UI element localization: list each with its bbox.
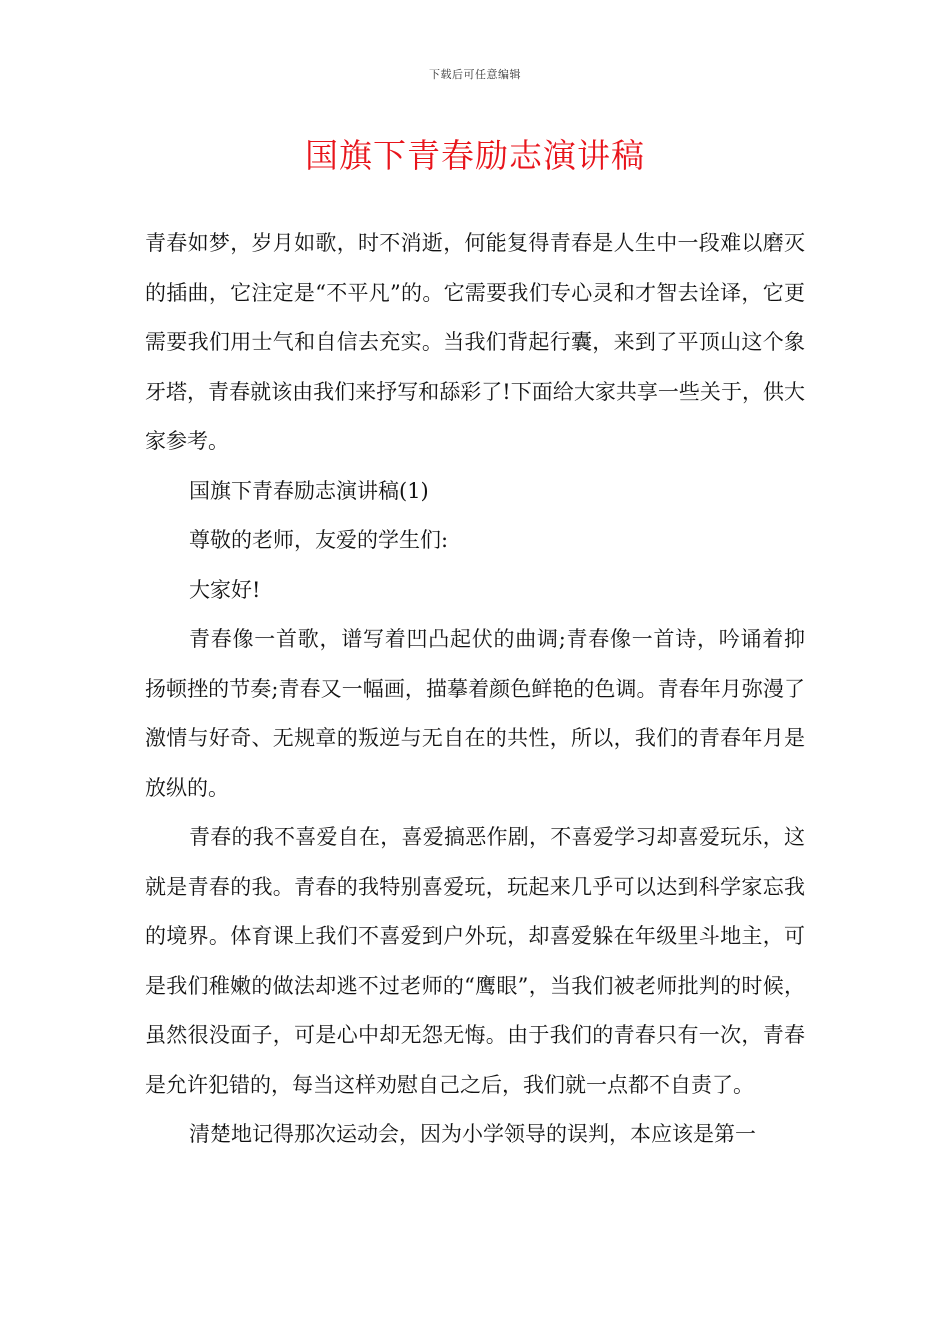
body-paragraph: 青春像一首歌，谱写着凹凸起伏的曲调;青春像一首诗，吟诵着抑扬顿挫的节奏;青春又一幅画，描摹着颜色鲜艳的色调。青春年月弥漫了激情与好奇、无规章的叛逆与无自在的共性，所以，我们的青春年月是放纵的。: [145, 627, 805, 800]
document-title: 国旗下青春励志演讲稿: [305, 136, 645, 175]
body-paragraph: 清楚地记得那次运动会，因为小学领导的误判，本应该是第一: [189, 1122, 756, 1146]
document-body: [145, 219, 805, 1160]
intro-paragraph: 青春如梦，岁月如歌，时不消逝，何能复得青春是人生中一段难以磨灭的插曲，它注定是“不平凡”的。它需要我们专心灵和才智去诠译，它更需要我们用士气和自信去充实。当我们背起行囊，来到了平顶山这个象牙塔，青春就该由我们来抒写和舔彩了!下面给大家共享一些关于，供大家参考。: [145, 231, 805, 453]
body-paragraph: 青春的我不喜爱自在，喜爱搞恶作剧，不喜爱学习却喜爱玩乐，这就是青春的我。青春的我特别喜爱玩，玩起来几乎可以达到科学家忘我的境界。体育课上我们不喜爱到户外玩，却喜爱躲在年级里斗地主，可是我们稚嫩的做法却逃不过老师的“鹰眼”，当我们被老师批判的时候，虽然很没面子，可是心中却无怨无悔。由于我们的青春只有一次，青春是允许犯错的，每当这样劝慰自己之后，我们就一点都不自责了。: [145, 825, 805, 1097]
section-heading: 国旗下青春励志演讲稿(1): [189, 478, 429, 503]
greeting: 大家好!: [189, 577, 261, 602]
salutation: 尊敬的老师，友爱的学生们:: [189, 528, 449, 552]
header-note: 下载后可任意编辑: [429, 68, 521, 81]
